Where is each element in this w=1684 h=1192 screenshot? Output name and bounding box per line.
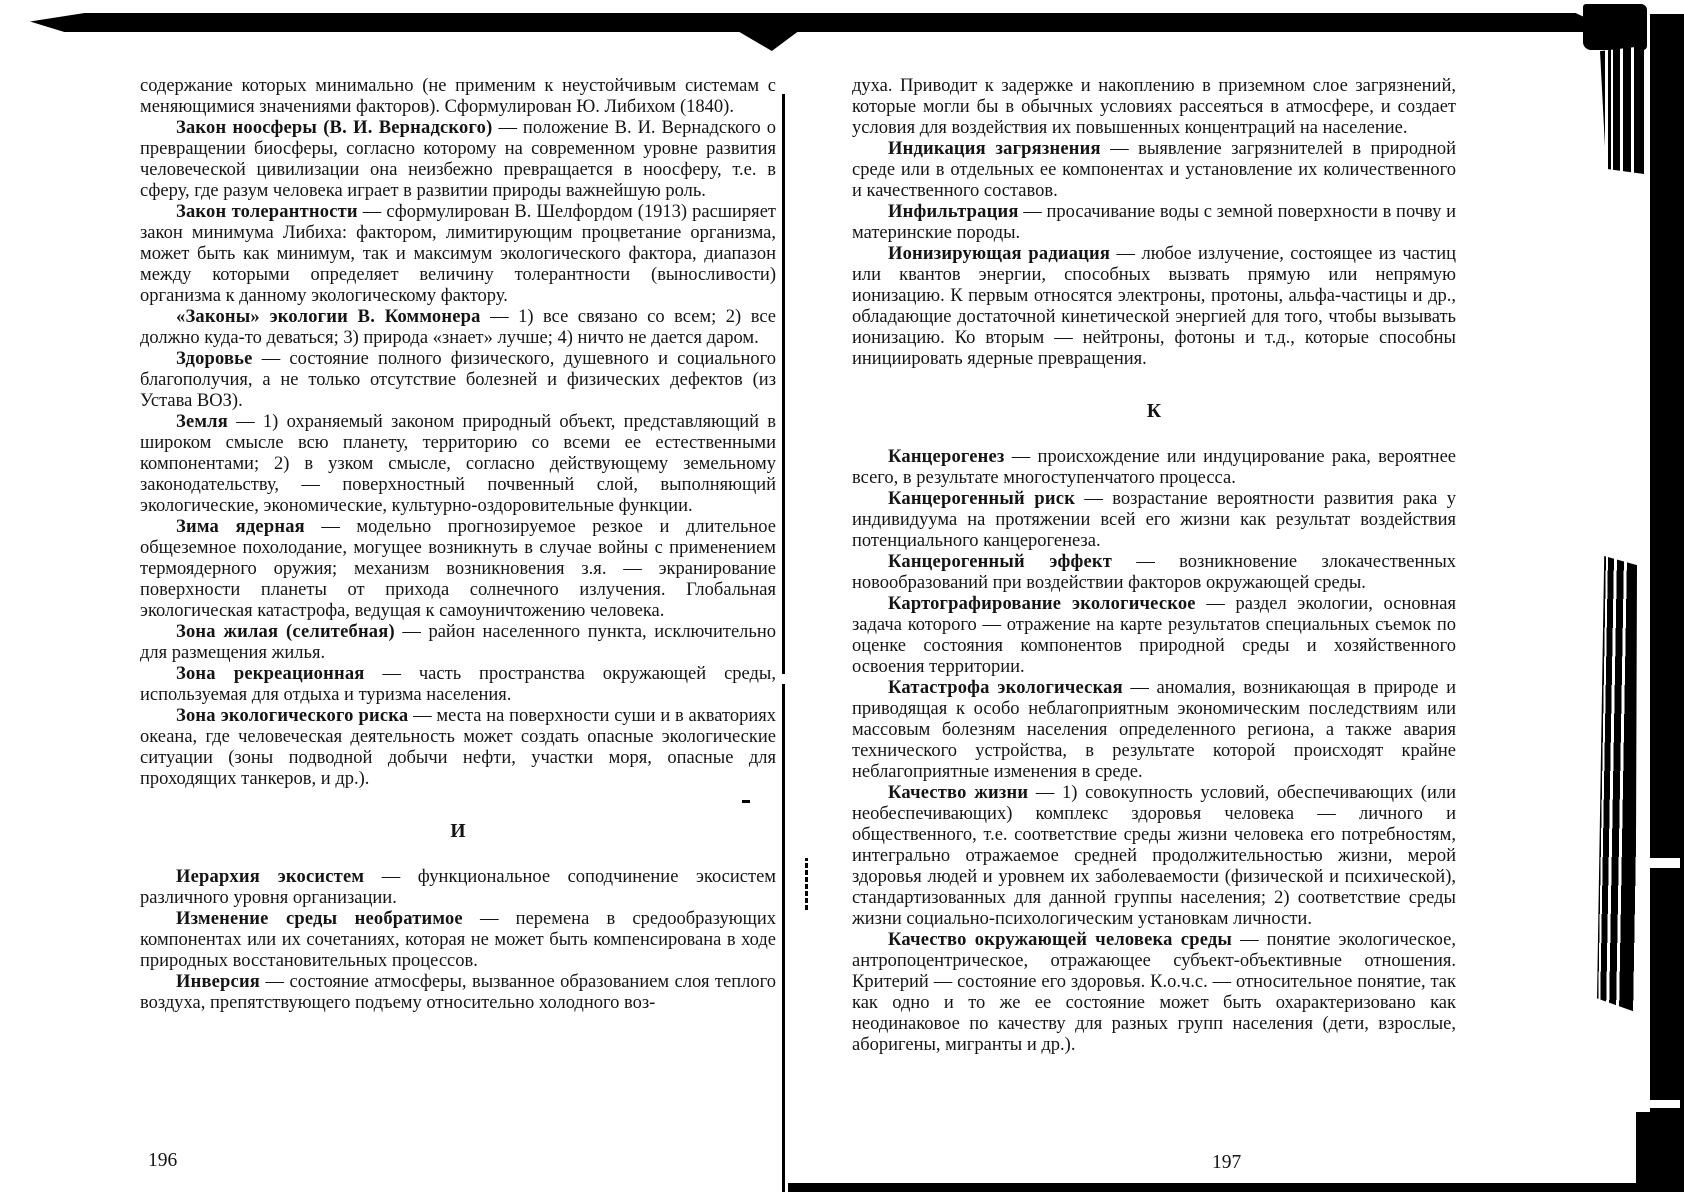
entry-term: Ионизирующая радиация [888, 244, 1111, 264]
scan-band-gap [1650, 858, 1680, 868]
entry-term: Закон толерантности [176, 202, 358, 222]
glossary-entry: Закон толерантности — сформулирован В. Шелфордом (1913) расширяет закон минимума Либиха: фактором, лимитирующим процветание организма, может быть как минимум, так и максимум экологического фактора, диапазон между которыми определяет величину толерантности (выносливости) организма к данному экологическому фактору. [140, 202, 776, 306]
section-letter: И [450, 821, 466, 842]
glossary-entry: Зона рекреационная — часть пространства окружающей среды, используемая для отдыха и туризма населения. [140, 664, 776, 705]
glossary-entry: Земля — 1) охраняемый законом природный объект, представляющий в широком смысле всю планету, территорию со всеми ее естественными компонентами; 2) в узком смысле, согласно действующему земельному законодательству, — поверхностный почвенный слой, выполняющий экологические, экономические, культурно-оздоровительные функции. [140, 412, 776, 516]
scan-band-gap [1650, 1100, 1680, 1108]
glossary-entry: Иерархия экосистем — функциональное соподчинение экосистем различного уровня организации. [140, 867, 776, 908]
entry-term: Инфильтрация [888, 202, 1019, 222]
binding-gutter-line [782, 94, 785, 674]
glossary-entry: «Законы» экологии В. Коммонера — 1) все связано со всем; 2) все должно куда-то деваться; 3) природа «знает» лучше; 4) ничто не дается даром. [140, 307, 776, 348]
glossary-entry: Качество окружающей человека среды — понятие экологическое, антропоцентрическое, отражающее субъект-объективные отношения. Критерий — состояние его здоровья. К.о.ч.с. — относительное понятие, так как одно и то же ее состояние может быть охарактеризовано как неодинаковое по качеству для разных групп населения (дети, взрослые, аборигены, мигранты и др.). [852, 930, 1456, 1055]
entry-term: Катастрофа экологическая [888, 678, 1123, 698]
glossary-entry: Канцерогенный риск — возрастание вероятности развития рака у индивидуума на протяжении всей его жизни как результат воздействия потенциального канцерогенеза. [852, 489, 1456, 551]
entry-term: Зима ядерная [176, 517, 305, 537]
glossary-entry: Ионизирующая радиация — любое излучение, состоящее из частиц или квантов энергии, способных вызвать прямую или непрямую ионизацию. К первым относятся электроны, протоны, альфа-частицы и др., обладающие достаточной кинетической энергией для того, чтобы вызывать ионизацию. Ко вторым — нейтроны, фотоны и т.д., которые способны инициировать ядерные превращения. [852, 244, 1456, 369]
glossary-entry: Здоровье — состояние полного физического, душевного и социального благополучия, а не только отсутствие болезней и физических дефектов (из Устава ВОЗ). [140, 349, 776, 411]
entry-term: Качество жизни [888, 783, 1029, 803]
scan-top-bar [30, 13, 1588, 32]
entry-term: Закон ноосферы (В. И. Вернадского) [176, 118, 493, 138]
entry-term: Канцерогенный эффект [888, 552, 1113, 572]
page-number-left: 196 [148, 1150, 178, 1171]
glossary-entry: Канцерогенный эффект — возникновение злокачественных новообразований при воздействии факторов окружающей среды. [852, 552, 1456, 593]
glossary-entry: Зона жилая (селитебная) — район населенного пункта, исключительно для размещения жилья. [140, 622, 776, 663]
entry-term: Зона экологического риска [176, 706, 409, 726]
scan-right-edge-band [1636, 1112, 1656, 1192]
entry-term: Изменение среды необратимое [176, 909, 463, 929]
binding-gutter-line [782, 684, 785, 1192]
glossary-entry: Инверсия — состояние атмосферы, вызванное образованием слоя теплого воздуха, препятствующего подъему относительно холодного воз- [140, 972, 776, 1013]
scan-right-edge-band [1650, 14, 1684, 1192]
page-edge-shadow [1600, 46, 1644, 174]
entry-term: Зона рекреационная [176, 664, 365, 684]
glossary-entry: Изменение среды необратимое — перемена в средообразующих компонентах или их сочетаниях, которая не может быть компенсирована в ходе природных восстановительных процессов. [140, 909, 776, 971]
scan-corner-blob [1583, 4, 1647, 50]
section-letter: К [1146, 401, 1162, 422]
glossary-entry: Закон ноосферы (В. И. Вернадского) — положение В. И. Вернадского о превращении биосферы, согласно которому на современном уровне развития человеческой цивилизации она неизбежно превращается в ноосферу, т.е. в сферу, где разум человека играет в развитии природы важнейшую роль. [140, 118, 776, 201]
entry-term: Канцерогенный риск [888, 489, 1076, 509]
page-right [852, 76, 1456, 1056]
page-number-right: 197 [1212, 1152, 1242, 1173]
entry-term: Индикация загрязнения [888, 139, 1101, 159]
page-edge-shadow [1597, 556, 1637, 1012]
scan-margin-mark [805, 858, 808, 910]
glossary-entry: Канцерогенез — происхождение или индуцирование рака, вероятнее всего, в результате многоступенчатого процесса. [852, 447, 1456, 488]
scan-bottom-bar [788, 1183, 1684, 1192]
glossary-entry: Зима ядерная — модельно прогнозируемое резкое и длительное общеземное похолодание, могущее возникнуть в случае войны с применением термоядерного оружия; механизм возникновения з.я. — экранирование поверхности планеты от прихода солнечного излучения. Глобальная экологическая катастрофа, ведущая к самоуничтожению человека. [140, 517, 776, 621]
glossary-entry: Картографирование экологическое — раздел экологии, основная задача которого — отражение на карте результатов специальных съемок по оценке состояния компонентов природной среды и хозяйственного освоения территории. [852, 594, 1456, 677]
glossary-entry: Катастрофа экологическая — аномалия, возникающая в природе и приводящая к особо неблагоприятным экономическим последствиям или массовым болезням населения определенного региона, а также авария технического устройства, в результате которой происходят крайне неблагоприятные изменения в среде. [852, 678, 1456, 782]
glossary-entry: Инфильтрация — просачивание воды с земной поверхности в почву и материнские породы. [852, 202, 1456, 243]
entry-term: Зона жилая (селитебная) [176, 622, 395, 642]
entry-term: Качество окружающей человека среды [888, 930, 1233, 950]
entry-term: «Законы» экологии В. Коммонера [176, 307, 481, 327]
entry-term: Земля [176, 412, 228, 432]
continuation-paragraph: содержание которых минимально (не применим к неустойчивым системам с меняющимися значениями факторов). Сформулирован Ю. Либихом (1840). [140, 76, 776, 117]
page-left [140, 76, 776, 1014]
binding-gutter-wedge [736, 30, 800, 51]
glossary-entry: Качество жизни — 1) совокупность условий, обеспечивающих (или необеспечивающих) комплекс здоровья человека — личного и общественного, т.е. соответствие среды жизни человека его потребностям, интегрально отражаемое средней продолжительностью жизни, мерой здоровья людей и уровнем их заболеваемости (физической и психической), стандартизованных для данной группы населения; 2) соответствие среды жизни социально-психологическим установкам личности. [852, 783, 1456, 929]
entry-term: Иерархия экосистем [176, 867, 365, 887]
entry-term: Канцерогенез [888, 447, 1005, 467]
glossary-entry: Индикация загрязнения — выявление загрязнителей в природной среде или в отдельных ее компонентах и установление их количественного и качественного составов. [852, 139, 1457, 201]
entry-term: Здоровье [176, 349, 253, 369]
glossary-entry: Зона экологического риска — места на поверхности суши и в акваториях океана, где человеческая деятельность может создать опасные экологические ситуации (зоны подводной добычи нефти, участки моря, опасные для проходящих танкеров, и др.). [140, 706, 776, 789]
entry-term: Инверсия [176, 972, 261, 992]
entry-term: Картографирование экологическое [888, 594, 1196, 614]
continuation-paragraph: духа. Приводит к задержке и накоплению в приземном слое загрязнений, которые могли бы в обычных условиях рассеяться в атмосфере, и создает условия для воздействия их повышенных концентраций на население. [852, 76, 1456, 138]
